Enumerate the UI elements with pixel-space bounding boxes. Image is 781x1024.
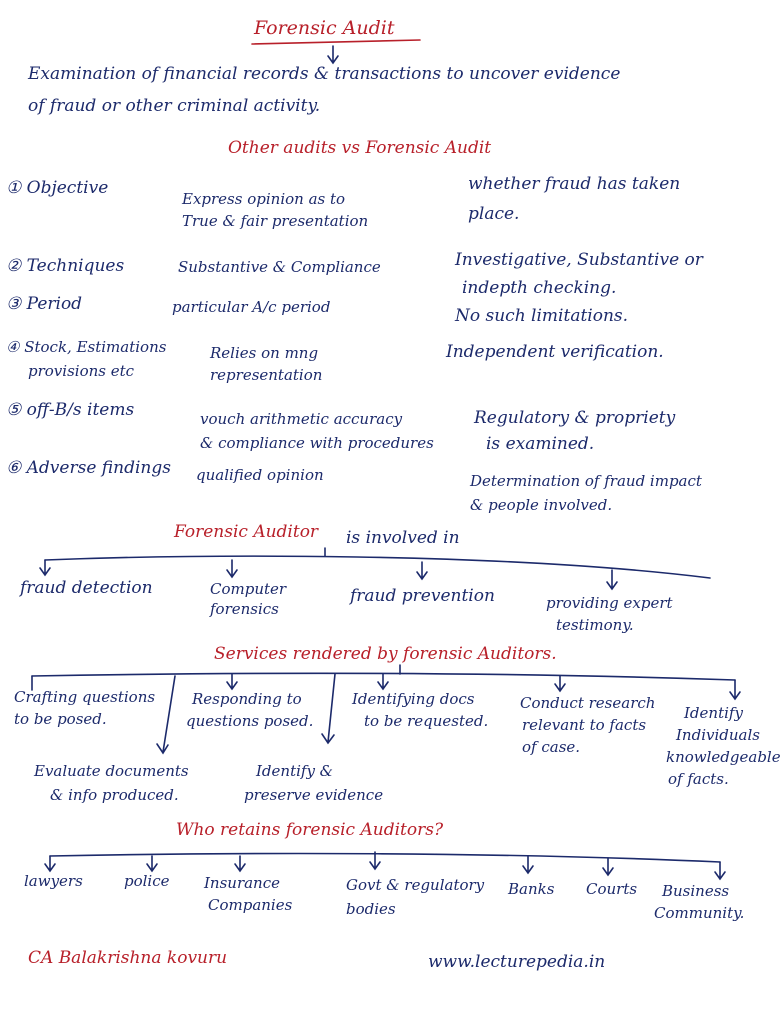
- retains-item: Business: [662, 882, 730, 900]
- row-forensic: is examined.: [486, 434, 595, 454]
- row-other: Relies on mng: [210, 344, 319, 362]
- service-item: Individuals: [676, 726, 760, 744]
- retains-item: Govt & regulatory: [346, 876, 485, 894]
- website-link[interactable]: www.lecturepedia.in: [428, 952, 606, 972]
- retains-item: police: [124, 872, 170, 890]
- row-forensic: Regulatory & propriety: [474, 408, 676, 428]
- retains-item: lawyers: [24, 872, 83, 890]
- service-item: questions posed.: [186, 712, 314, 730]
- service-item: knowledgeable: [666, 748, 781, 766]
- row-forensic: whether fraud has taken: [468, 174, 681, 194]
- row-forensic: indepth checking.: [462, 278, 617, 298]
- definition-line-2: of fraud or other criminal activity.: [28, 96, 321, 116]
- row-other: Substantive & Compliance: [178, 258, 381, 276]
- service-item: Crafting questions: [14, 688, 156, 706]
- row-other: True & fair presentation: [182, 212, 369, 230]
- service-item: Identify: [684, 704, 743, 722]
- row-forensic: No such limitations.: [455, 306, 629, 326]
- service-item: Responding to: [192, 690, 302, 708]
- row-label: ② Techniques: [6, 256, 125, 276]
- row-forensic: Determination of fraud impact: [470, 472, 702, 490]
- row-forensic: & people involved.: [470, 496, 613, 514]
- involved-item: fraud prevention: [350, 586, 495, 606]
- row-other: & compliance with procedures: [200, 434, 434, 452]
- row-other: qualified opinion: [196, 466, 324, 484]
- service-item: of facts.: [668, 770, 729, 788]
- row-forensic: Independent verification.: [446, 342, 664, 362]
- row-label: ⑤ off-B/s items: [6, 400, 135, 420]
- row-label: provisions etc: [28, 362, 135, 380]
- involved-item: forensics: [210, 600, 279, 618]
- row-label: ⑥ Adverse findings: [6, 458, 171, 478]
- involved-heading-red: Forensic Auditor: [174, 522, 319, 542]
- involved-item: Computer: [210, 580, 287, 598]
- row-other: representation: [210, 366, 323, 384]
- service-item: Identifying docs: [352, 690, 475, 708]
- row-forensic: Investigative, Substantive or: [455, 250, 703, 270]
- retains-item: Community.: [654, 904, 745, 922]
- involved-item: providing expert: [546, 594, 673, 612]
- service-item: to be posed.: [14, 710, 107, 728]
- comparison-heading: Other audits vs Forensic Audit: [228, 138, 492, 158]
- row-label: ① Objective: [6, 178, 109, 198]
- row-label: ③ Period: [6, 294, 83, 314]
- involved-heading-blue: is involved in: [346, 528, 460, 548]
- service-item: relevant to facts: [522, 716, 647, 734]
- row-label: ④ Stock, Estimations: [6, 338, 167, 356]
- author-name: CA Balakrishna kovuru: [28, 948, 228, 968]
- row-other: vouch arithmetic accuracy: [200, 410, 403, 428]
- service-item: Evaluate documents: [34, 762, 189, 780]
- row-forensic: place.: [468, 204, 520, 224]
- service-item: to be requested.: [364, 712, 489, 730]
- retains-item: Insurance: [204, 874, 280, 892]
- retains-item: bodies: [346, 900, 396, 918]
- services-heading: Services rendered by forensic Auditors.: [214, 644, 557, 664]
- service-item: of case.: [522, 738, 581, 756]
- retains-item: Banks: [508, 880, 555, 898]
- service-item: & info produced.: [50, 786, 179, 804]
- service-item: preserve evidence: [244, 786, 384, 804]
- retains-item: Companies: [208, 896, 293, 914]
- definition-line-1: Examination of financial records & transactions to uncover evidence: [28, 64, 621, 84]
- service-item: Conduct research: [520, 694, 656, 712]
- retains-item: Courts: [586, 880, 638, 898]
- retains-heading: Who retains forensic Auditors?: [176, 820, 444, 840]
- row-other: Express opinion as to: [182, 190, 346, 208]
- involved-item: fraud detection: [20, 578, 153, 598]
- row-other: particular A/c period: [172, 298, 331, 316]
- page-title: Forensic Audit: [254, 17, 395, 39]
- service-item: Identify &: [256, 762, 334, 780]
- involved-item: testimony.: [556, 616, 634, 634]
